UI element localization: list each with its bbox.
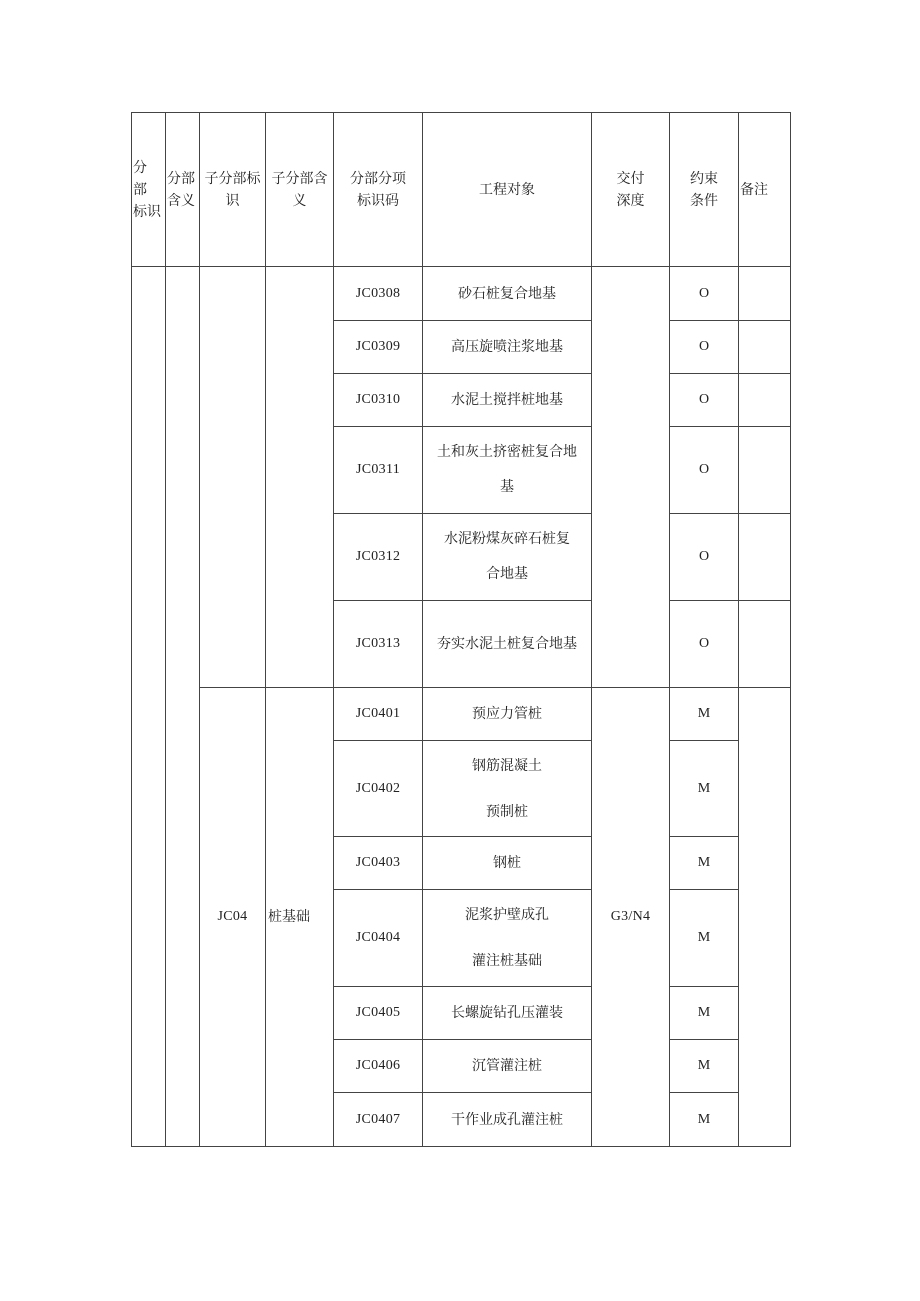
constraint-cell: M xyxy=(670,987,739,1040)
remark-cell xyxy=(739,427,791,514)
header-fenbu-meaning: 分部 含义 xyxy=(166,113,200,267)
item-code: JC0308 xyxy=(334,267,423,321)
object-cell: 高压旋喷注浆地基 xyxy=(423,321,592,374)
object-cell: 水泥粉煤灰碎石桩复 合地基 xyxy=(423,514,592,601)
item-code: JC0405 xyxy=(334,987,423,1040)
object-cell: 预应力管桩 xyxy=(423,688,592,741)
item-code: JC0403 xyxy=(334,837,423,890)
object-cell: 水泥土搅拌桩地基 xyxy=(423,374,592,427)
header-object: 工程对象 xyxy=(423,113,592,267)
constraint-cell: M xyxy=(670,741,739,837)
object-cell: 泥浆护壁成孔 灌注桩基础 xyxy=(423,890,592,987)
constraint-cell: M xyxy=(670,890,739,987)
constraint-cell: O xyxy=(670,427,739,514)
constraint-cell: M xyxy=(670,837,739,890)
item-code: JC0407 xyxy=(334,1093,423,1147)
object-cell: 钢筋混凝土 预制桩 xyxy=(423,741,592,837)
header-constraint: 约束 条件 xyxy=(670,113,739,267)
table-row xyxy=(132,267,791,321)
item-code: JC0311 xyxy=(334,427,423,514)
header-item-code: 分部分项 标识码 xyxy=(334,113,423,267)
zifenbu-meaning-cell xyxy=(266,267,334,688)
remark-cell xyxy=(739,321,791,374)
constraint-cell: M xyxy=(670,1093,739,1147)
item-code: JC0313 xyxy=(334,601,423,688)
object-cell: 沉管灌注桩 xyxy=(423,1040,592,1093)
fenbu-id-cell xyxy=(132,267,166,1147)
header-depth: 交付 深度 xyxy=(592,113,670,267)
fenbu-meaning-cell xyxy=(166,267,200,1147)
header-zifenbu-meaning: 子分部含 义 xyxy=(266,113,334,267)
item-code: JC0310 xyxy=(334,374,423,427)
header-fenbu-id: 分 部 标识 xyxy=(132,113,166,267)
item-code: JC0402 xyxy=(334,741,423,837)
constraint-cell: O xyxy=(670,321,739,374)
constraint-cell: O xyxy=(670,267,739,321)
object-cell: 砂石桩复合地基 xyxy=(423,267,592,321)
depth-cell: G3/N4 xyxy=(592,688,670,1147)
remark-cell xyxy=(739,601,791,688)
item-code: JC0309 xyxy=(334,321,423,374)
zifenbu-id-cell xyxy=(200,267,266,688)
remark-cell xyxy=(739,514,791,601)
object-cell: 长螺旋钻孔压灌装 xyxy=(423,987,592,1040)
constraint-cell: O xyxy=(670,514,739,601)
object-cell: 土和灰土挤密桩复合地 基 xyxy=(423,427,592,514)
zifenbu-meaning-cell: 桩基础 xyxy=(266,688,334,1147)
object-cell: 干作业成孔灌注桩 xyxy=(423,1093,592,1147)
zifenbu-id-cell: JC04 xyxy=(200,688,266,1147)
depth-cell xyxy=(592,267,670,688)
object-cell: 夯实水泥土桩复合地基 xyxy=(423,601,592,688)
item-code: JC0404 xyxy=(334,890,423,987)
object-cell: 钢桩 xyxy=(423,837,592,890)
header-remark: 备注 xyxy=(739,113,791,267)
header-row xyxy=(132,113,791,267)
constraint-cell: O xyxy=(670,601,739,688)
constraint-cell: O xyxy=(670,374,739,427)
constraint-cell: M xyxy=(670,688,739,741)
item-code: JC0401 xyxy=(334,688,423,741)
remark-cell xyxy=(739,267,791,321)
remark-cell xyxy=(739,688,791,1147)
item-code: JC0406 xyxy=(334,1040,423,1093)
constraint-cell: M xyxy=(670,1040,739,1093)
header-zifenbu-id: 子分部标 识 xyxy=(200,113,266,267)
table-row xyxy=(132,688,791,741)
remark-cell xyxy=(739,374,791,427)
spec-table xyxy=(131,112,791,1147)
item-code: JC0312 xyxy=(334,514,423,601)
